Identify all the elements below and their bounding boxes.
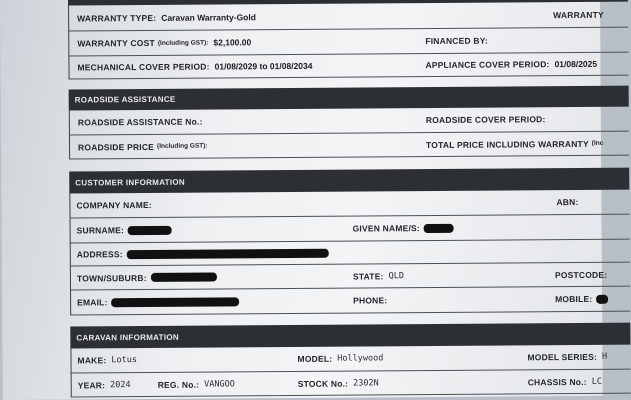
- model-series-label: MODEL SERIES:: [527, 351, 598, 363]
- roadside-section-header: ROADSIDE ASSISTANCE: [69, 86, 629, 111]
- appliance-cover-label: APPLIANCE COVER PERIOD:: [425, 59, 550, 71]
- email-label: EMAIL:: [77, 297, 108, 308]
- make-label: MAKE:: [77, 355, 107, 366]
- stock-number-label: STOCK No.:: [297, 378, 349, 389]
- address-redaction: [127, 248, 329, 258]
- mechanical-cover-label: MECHANICAL COVER PERIOD:: [77, 61, 210, 73]
- total-price-sublabel: (Inc: [591, 139, 604, 147]
- mobile-redaction: [596, 294, 608, 303]
- state-value: QLD: [388, 270, 404, 281]
- warranty-type-row: [68, 2, 628, 32]
- stock-number-value: 2302N: [353, 377, 379, 389]
- roadside-price-sublabel: (Including GST):: [157, 142, 208, 150]
- year-value: 2024: [110, 379, 131, 390]
- roadside-number-label: ROADSIDE ASSISTANCE No.:: [77, 116, 203, 128]
- given-name-redaction: [424, 223, 454, 232]
- email-redaction: [112, 297, 240, 307]
- reg-number-label: REG. No.:: [157, 379, 200, 390]
- warranty-type-label: WARRANTY TYPE:: [77, 12, 157, 23]
- customer-section-header: CUSTOMER INFORMATION: [69, 168, 629, 194]
- surname-label: SURNAME:: [76, 225, 125, 236]
- roadside-price-label: ROADSIDE PRICE: [77, 141, 155, 152]
- phone-label: PHONE:: [353, 295, 388, 306]
- email-row: [70, 287, 630, 316]
- warranty-cost-sublabel: (Including GST):: [157, 39, 209, 47]
- company-row: [69, 190, 629, 219]
- model-series-value: H: [601, 351, 608, 362]
- year-label: YEAR:: [77, 379, 106, 390]
- appliance-cover-value: 01/08/2025: [554, 58, 598, 70]
- caravan-section-header: CARAVAN INFORMATION: [70, 323, 630, 349]
- surname-redaction: [128, 225, 172, 234]
- model-label: MODEL:: [297, 353, 333, 364]
- surname-row: [70, 215, 630, 244]
- chassis-number-value: LC: [591, 376, 603, 387]
- warranty-cost-row: [68, 28, 628, 57]
- warranty-form: [68, 0, 631, 400]
- abn-label: ABN:: [556, 196, 579, 208]
- given-name-label: GIVEN NAME/S:: [352, 223, 420, 234]
- company-name-label: COMPANY NAME:: [76, 199, 152, 211]
- warranty-cost-value: $2,100.00: [213, 37, 252, 48]
- warranty-right-label: WARRANTY: [553, 9, 604, 20]
- make-row: [70, 345, 630, 374]
- roadside-price-row: [69, 132, 629, 160]
- roadside-number-row: [69, 107, 629, 136]
- warranty-cost-label: WARRANTY COST: [77, 37, 155, 49]
- roadside-cover-label: ROADSIDE COVER PERIOD:: [425, 114, 546, 126]
- reg-number-value: VANGOO: [204, 378, 235, 390]
- year-row: [71, 370, 631, 398]
- total-price-label: TOTAL PRICE INCLUDING WARRANTY: [425, 138, 589, 150]
- warranty-type-value: Caravan Warranty-Gold: [161, 11, 256, 23]
- financed-by-label: FINANCED BY:: [425, 35, 489, 47]
- state-label: STATE:: [352, 270, 384, 282]
- town-redaction: [151, 272, 217, 281]
- postcode-label: POSTCODE:: [554, 269, 608, 280]
- mobile-label: MOBILE:: [555, 293, 593, 305]
- cover-period-row: [68, 53, 628, 80]
- mechanical-cover-value: 01/08/2029 to 01/08/2034: [214, 60, 313, 72]
- make-value: Lotus: [111, 355, 138, 366]
- address-label: ADDRESS:: [76, 249, 123, 260]
- chassis-number-label: CHASSIS No.:: [527, 376, 587, 387]
- model-value: Hollywood: [337, 353, 384, 364]
- town-label: TOWN/SUBURB:: [76, 272, 147, 283]
